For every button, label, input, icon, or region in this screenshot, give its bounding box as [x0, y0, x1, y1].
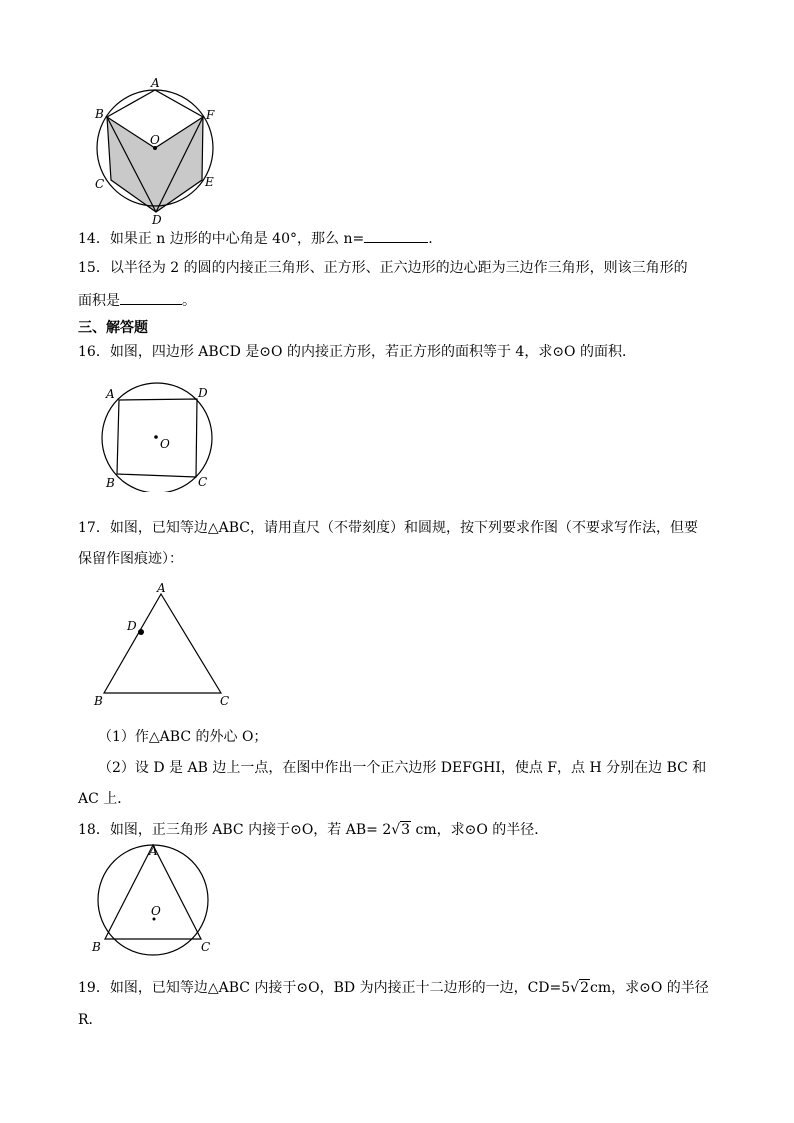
sqrt-expression: √2: [570, 980, 589, 996]
label-f: F: [206, 108, 215, 122]
answer-blank: [120, 290, 182, 305]
question-14: 14．如果正 n 边形的中心角是 40°，那么 n= .: [78, 228, 433, 249]
triangle-figure: [92, 582, 237, 710]
label-o: O: [160, 437, 170, 451]
label-b: B: [95, 107, 104, 121]
answer-blank: [364, 228, 428, 243]
label-b: B: [92, 940, 101, 954]
label-d: D: [127, 619, 137, 633]
label-o: O: [151, 904, 161, 918]
label-a: A: [151, 76, 160, 90]
question-15-line2: 面积是 。: [78, 290, 196, 311]
label-c: C: [95, 177, 105, 191]
label-c: C: [220, 694, 230, 708]
question-19-line2: R．: [78, 1012, 103, 1028]
label-a: A: [157, 582, 166, 595]
label-c: C: [201, 940, 211, 954]
question-17-part2-line2: AC 上．: [78, 791, 132, 807]
question-17-part2-line1: （2）设 D 是 AB 边上一点，在图中作出一个正六边形 DEFGHI，使点 F，点 H 分别在边 BC 和: [98, 760, 707, 776]
question-17-line1: 17．如图，已知等边△ABC，请用直尺（不带刻度）和圆规，按下列要求作图（不要求写作法，但要: [78, 520, 698, 536]
label-c: C: [198, 475, 208, 489]
section-title: 三、解答题: [78, 320, 148, 336]
label-d: D: [152, 213, 162, 226]
question-19-line1: 19．如图，已知等边△ABC 内接于⊙O，BD 为内接正十二边形的一边，CD=5√2cm，求⊙O 的半径: [78, 980, 709, 996]
hexagon-circle-figure: [88, 76, 228, 226]
label-b: B: [94, 694, 103, 708]
square-circle-figure: [98, 382, 218, 492]
question-18: 18．如图，正三角形 ABC 内接于⊙O，若 AB= 2√3 cm，求⊙O 的半径．: [78, 822, 549, 838]
label-a: A: [106, 387, 115, 401]
label-o: O: [150, 133, 160, 147]
question-15-line1: 15．以半径为 2 的圆的内接正三角形、正方形、正六边形的边心距为三边作三角形，则该三角形的: [78, 260, 688, 276]
label-d: D: [198, 386, 208, 400]
question-17-part1: （1）作△ABC 的外心 O；: [98, 729, 268, 745]
triangle-circle-figure: [88, 843, 218, 958]
label-a: A: [149, 844, 158, 858]
sqrt-expression: √3: [391, 822, 411, 838]
question-16: 16．如图，四边形 ABCD 是⊙O 的内接正方形，若正方形的面积等于 4，求⊙O 的面积．: [78, 344, 636, 360]
label-b: B: [106, 476, 115, 490]
question-17-line2: 保留作图痕迹）：: [78, 551, 183, 567]
label-e: E: [205, 175, 214, 189]
